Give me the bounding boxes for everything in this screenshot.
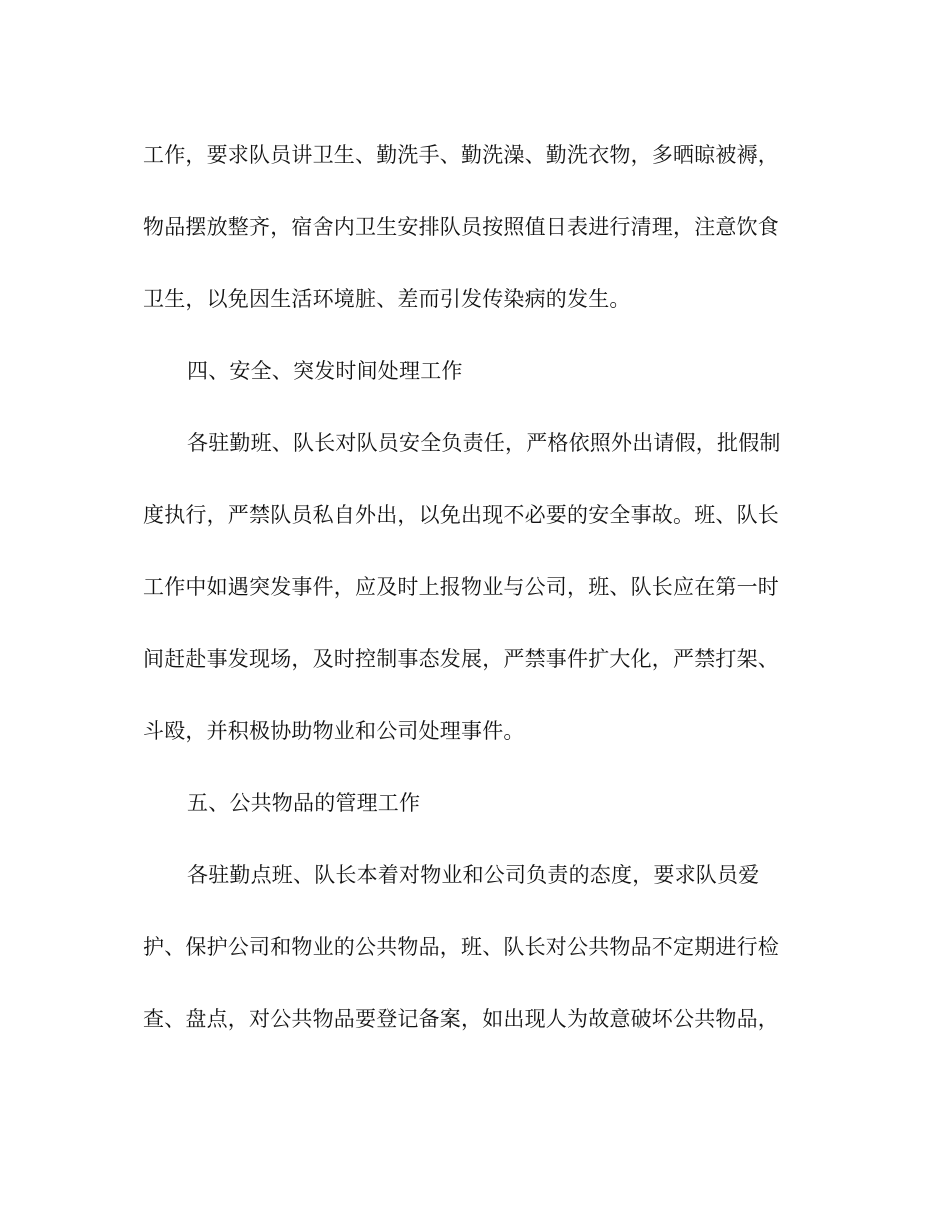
paragraph-line: 度执行，严禁队员私自外出，以免出现不必要的安全事故。班、队长 (143, 503, 779, 527)
paragraph-line: 斗殴，并积极协助物业和公司处理事件。 (143, 719, 525, 743)
paragraph-line: 护、保护公司和物业的公共物品，班、队长对公共物品不定期进行检 (143, 935, 779, 959)
paragraph-line: 工作中如遇突发事件，应及时上报物业与公司，班、队长应在第一时 (143, 575, 779, 599)
paragraph-line: 各驻勤班、队长对队员安全负责任，严格依照外出请假，批假制 (187, 431, 781, 455)
paragraph-line: 各驻勤点班、队长本着对物业和公司负责的态度，要求队员爱 (187, 863, 760, 887)
section-heading: 四、安全、突发时间处理工作 (187, 359, 463, 383)
paragraph-line: 卫生，以免因生活环境脏、差而引发传染病的发生。 (143, 287, 631, 311)
paragraph-line: 物品摆放整齐，宿舍内卫生安排队员按照值日表进行清理，注意饮食 (143, 215, 779, 239)
paragraph-line: 间赶赴事发现场，及时控制事态发展，严禁事件扩大化，严禁打架、 (143, 647, 779, 671)
paragraph-line: 工作，要求队员讲卫生、勤洗手、勤洗澡、勤洗衣物，多晒晾被褥， (143, 143, 779, 167)
paragraph-line: 查、盘点，对公共物品要登记备案，如出现人为故意破坏公共物品， (143, 1007, 779, 1031)
section-heading: 五、公共物品的管理工作 (187, 791, 421, 815)
